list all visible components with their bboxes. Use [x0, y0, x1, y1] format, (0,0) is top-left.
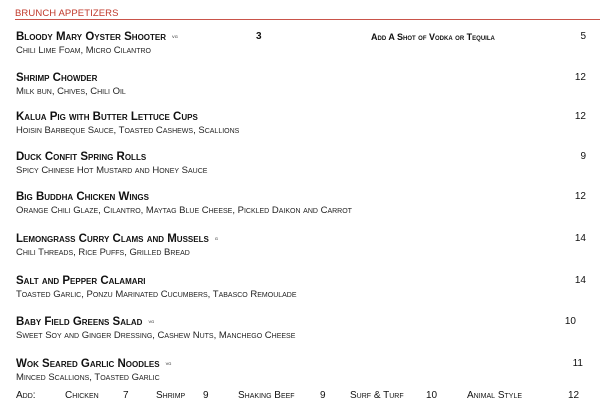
item-price: 11	[572, 358, 583, 369]
extra-price: 5	[580, 31, 586, 42]
item-price: 14	[574, 275, 586, 286]
addon-price: 12	[568, 390, 580, 401]
add-label: Add:	[16, 390, 36, 401]
addon-name: Chicken	[65, 390, 99, 401]
item-description: Spicy Chinese Hot Mustard and Honey Sauce	[16, 165, 208, 176]
menu-item	[16, 233, 586, 263]
addon-name: Surf & Turf	[350, 390, 404, 401]
menu-item	[16, 358, 586, 388]
item-description: Chili Threads, Rice Puffs, Grilled Bread	[16, 247, 190, 258]
addon-price: 7	[123, 390, 129, 401]
item-description: Milk bun, Chives, Chili Oil	[16, 86, 126, 97]
item-name: Lemongrass Curry Clams and Mussels g	[16, 233, 218, 245]
diet-tag: vg	[148, 318, 155, 325]
item-description: Orange Chili Glaze, Cilantro, Maytag Blue Cheese, Pickled Daikon and Carrot	[16, 205, 352, 216]
menu-item	[16, 31, 586, 61]
menu-item	[16, 191, 586, 221]
section-divider	[15, 19, 600, 20]
item-description: Hoisin Barbeque Sauce, Toasted Cashews, Scallions	[16, 125, 240, 136]
item-description: Toasted Garlic, Ponzu Marinated Cucumbers, Tabasco Remoulade	[16, 289, 297, 300]
item-name: Wok Seared Garlic Noodles vg	[16, 358, 172, 370]
addon-name: Shrimp	[156, 390, 186, 401]
menu-item	[16, 151, 586, 181]
addon-price: 9	[203, 390, 209, 401]
menu-item	[16, 316, 586, 346]
item-description: Chili Lime Foam, Micro Cilantro	[16, 45, 151, 56]
item-price: 14	[574, 233, 586, 244]
item-price: 12	[574, 191, 586, 202]
item-name: Bloody Mary Oyster Shooter vg	[16, 31, 178, 43]
item-description: Minced Scallions, Toasted Garlic	[16, 372, 160, 383]
item-extra: Add A Shot of Vodka or Tequila	[371, 32, 495, 42]
addon-name: Animal Style	[467, 390, 523, 401]
item-price: 9	[580, 151, 586, 162]
diet-tag: g	[214, 235, 218, 242]
item-name: Duck Confit Spring Rolls	[16, 151, 147, 163]
menu-item	[16, 111, 586, 141]
menu-item	[16, 72, 586, 102]
item-name: Salt and Pepper Calamari	[16, 275, 146, 287]
menu-item	[16, 275, 586, 305]
addon-price: 9	[320, 390, 326, 401]
item-name: Big Buddha Chicken Wings	[16, 191, 149, 203]
item-price: 12	[574, 72, 586, 83]
item-name: Kalua Pig with Butter Lettuce Cups	[16, 111, 198, 123]
diet-tag: vg	[165, 360, 172, 367]
item-price: 3	[256, 31, 262, 42]
item-name: Baby Field Greens Salad vg	[16, 316, 155, 328]
item-description: Sweet Soy and Ginger Dressing, Cashew Nuts, Manchego Cheese	[16, 330, 296, 341]
addon-name: Shaking Beef	[238, 390, 295, 401]
item-price: 12	[574, 111, 586, 122]
diet-tag: vg	[172, 33, 178, 40]
item-name: Shrimp Chowder	[16, 72, 98, 84]
section-title: BRUNCH APPETIZERS	[15, 8, 119, 19]
addon-price: 10	[426, 390, 438, 401]
item-price: 10	[564, 316, 576, 327]
